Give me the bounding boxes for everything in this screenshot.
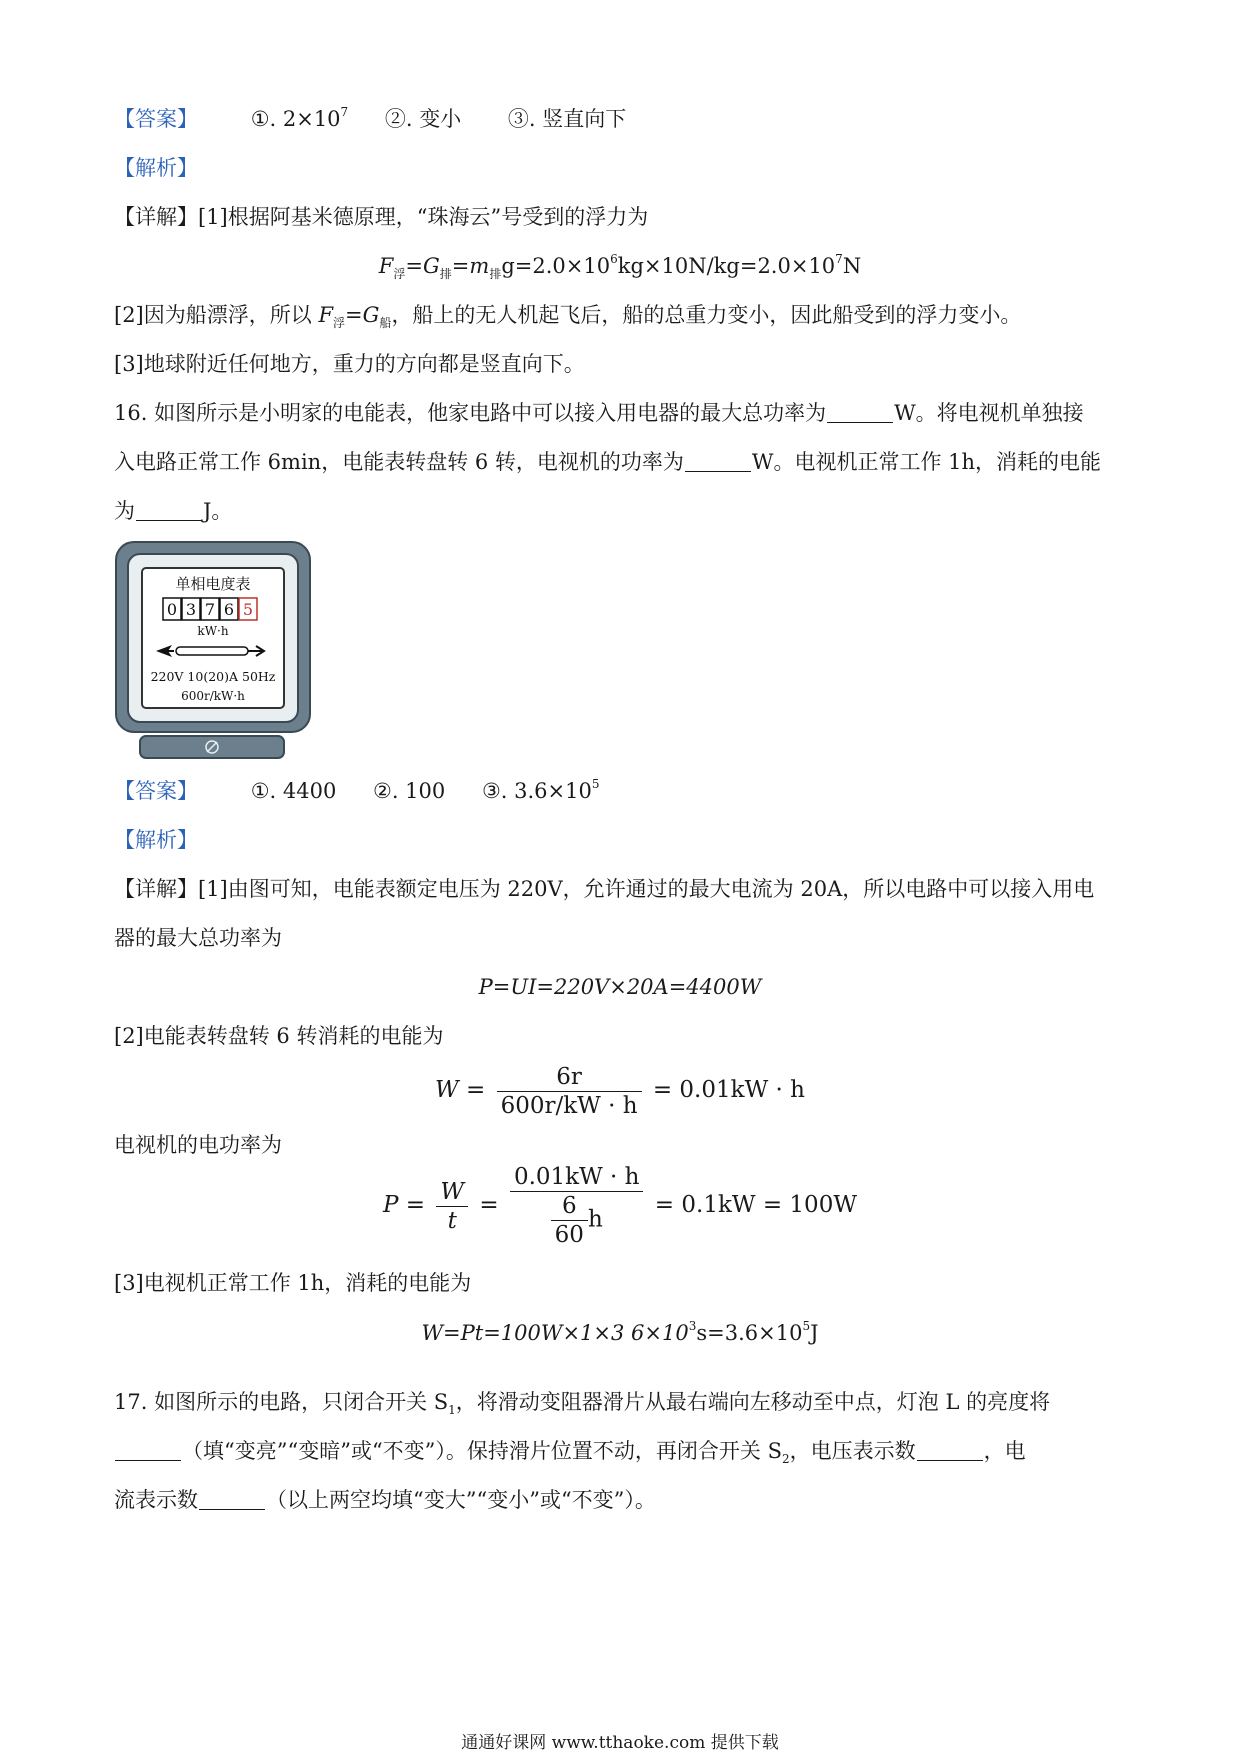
formula-rhs: = 0.01kW · h	[652, 1077, 805, 1103]
formula-text: W=Pt=100W×1×3 6×10	[421, 1321, 689, 1345]
fraction-numerator: 6	[551, 1192, 588, 1221]
fraction-denominator: 600r/kW · h	[500, 1092, 638, 1119]
q15-analysis-line	[114, 153, 1126, 183]
fraction-numerator: W	[436, 1178, 468, 1207]
meter-digit: 0	[166, 600, 178, 619]
answer-blank	[136, 500, 202, 521]
answer-tag: 【答案】	[114, 107, 198, 131]
q15-formula	[0, 251, 1240, 281]
detail-text: [3]电视机正常工作 1h，消耗的电能为	[114, 1271, 472, 1295]
meter-digit: 3	[185, 600, 197, 619]
question-text: 入电路正常工作 6min，电能表转盘转 6 转，电视机的功率为	[114, 450, 684, 474]
meter-title: 单相电度表	[175, 575, 251, 593]
question-text: 16. 如图所示是小明家的电能表，他家电路中可以接入用电器的最大总功率为	[114, 401, 827, 425]
question-text: W。将电视机单独接	[894, 401, 1084, 425]
fraction-numerator: 0.01kW · h	[510, 1163, 644, 1192]
question-text: （填“变亮”“变暗”或“不变”）。保持滑片位置不动，再闭合开关 S	[182, 1439, 782, 1463]
formula-operator: =	[405, 254, 423, 278]
formula-text: s=3.6×10	[696, 1321, 803, 1345]
formula-text: P=UI=220V×20A=4400W	[478, 975, 762, 999]
formula-symbol: G	[362, 303, 380, 327]
inner-fraction	[551, 1192, 588, 1249]
answer-blank	[199, 1489, 265, 1510]
q16-detail-1	[114, 874, 1126, 904]
detail-text: 电视机的电功率为	[114, 1133, 282, 1157]
formula-exponent: 5	[802, 1319, 811, 1333]
q16-answer-line	[114, 776, 1126, 806]
formula-symbol: F	[318, 303, 334, 327]
question-text: J。	[203, 499, 233, 523]
q17-question-line-3	[114, 1485, 1126, 1515]
question-text: 流表示数	[114, 1488, 198, 1512]
answer-3-exponent: 5	[591, 777, 600, 791]
q16-formula-1	[0, 972, 1240, 1002]
fraction	[497, 1063, 642, 1120]
electric-meter-figure	[114, 540, 314, 762]
answer-blank	[917, 1440, 983, 1461]
detail-tag: 【详解】	[114, 877, 198, 901]
formula-exponent: 6	[610, 252, 618, 266]
q16-question-line-2	[114, 447, 1126, 477]
fraction-denominator	[510, 1192, 644, 1249]
detail-tag: 【详解】	[114, 205, 198, 229]
meter-digit: 5	[242, 600, 254, 619]
answer-2: ②. 变小	[384, 107, 462, 131]
formula-text: g=2.0×10	[501, 254, 611, 278]
question-text: ，电	[983, 1439, 1026, 1463]
q16-detail-3	[114, 1268, 1126, 1298]
meter-spec-1: 220V 10(20)A 50Hz	[150, 669, 276, 684]
meter-digit: 7	[204, 600, 216, 619]
formula-subscript: 排	[439, 267, 452, 282]
q15-detail-3	[114, 349, 1126, 379]
formula-subscript: 船	[379, 316, 392, 331]
formula-operator: =	[479, 1192, 499, 1218]
question-text: ，将滑动变阻器滑片从最右端向左移动至中点，灯泡 L 的亮度将	[455, 1390, 1051, 1414]
q16-detail-2	[114, 1021, 1126, 1051]
meter-digit: 6	[223, 600, 235, 619]
q16-question-line-3	[114, 496, 1126, 526]
detail-text: [2]因为船漂浮，所以	[114, 303, 312, 327]
answer-3: ③. 3.6×10	[481, 779, 592, 803]
question-text: 为	[114, 499, 135, 523]
q16-detail-tv	[114, 1130, 1126, 1160]
fraction-denominator: t	[447, 1207, 457, 1234]
q16-formula-2	[0, 1060, 1240, 1120]
detail-text: ，船上的无人机起飞后，船的总重力变小，因此船受到的浮力变小。	[391, 303, 1022, 327]
formula-lhs: W =	[435, 1077, 486, 1103]
question-text: （以上两空均填“变大”“变小”或“不变”）。	[266, 1488, 656, 1512]
subscript: 2	[781, 1452, 790, 1467]
fraction	[510, 1163, 644, 1249]
formula-subscript: 浮	[333, 316, 346, 331]
q16-detail-1b	[114, 923, 1126, 953]
formula-lhs: P =	[383, 1192, 426, 1218]
q16-formula-3	[0, 1163, 1240, 1249]
formula-operator: =	[345, 303, 363, 327]
q16-question-line-1	[114, 398, 1126, 428]
detail-text: [1]由图可知，电能表额定电压为 220V，允许通过的最大电流为 20A，所以电路中可以接入用电	[198, 877, 1095, 901]
q15-answer-line	[114, 104, 1126, 134]
answer-tag: 【答案】	[114, 779, 198, 803]
formula-exponent: 7	[835, 252, 843, 266]
disc-window	[176, 647, 248, 655]
formula-exponent: 3	[688, 1319, 697, 1333]
answer-1: ①. 4400	[250, 779, 337, 803]
answer-1-exponent: 7	[340, 105, 349, 119]
fraction-denominator: 60	[554, 1222, 584, 1248]
fraction	[436, 1178, 468, 1235]
formula-operator: =	[451, 254, 470, 278]
detail-text: [2]电能表转盘转 6 转消耗的电能为	[114, 1024, 444, 1048]
page-footer: 通通好课网 www.tthaoke.com 提供下载	[461, 1733, 779, 1753]
formula-text: N	[842, 254, 862, 278]
q17-question-line-2	[114, 1436, 1126, 1466]
formula-symbol: m	[469, 254, 490, 278]
formula-symbol: G	[423, 254, 440, 278]
analysis-tag: 【解析】	[114, 156, 198, 180]
formula-text: J	[810, 1321, 819, 1345]
formula-text: kg×10N/kg=2.0×10	[617, 254, 836, 278]
analysis-tag: 【解析】	[114, 828, 198, 852]
meter-spec-2: 600r/kW·h	[181, 689, 245, 703]
meter-unit: kW·h	[197, 624, 229, 638]
q17-question-line-1	[114, 1387, 1126, 1417]
question-text: W。电视机正常工作 1h，消耗的电能	[751, 450, 1102, 474]
detail-text: [3]地球附近任何地方，重力的方向都是竖直向下。	[114, 352, 585, 376]
q16-formula-4	[0, 1318, 1240, 1348]
unit: h	[587, 1206, 603, 1233]
answer-2: ②. 100	[373, 779, 446, 803]
q15-detail-1	[114, 202, 1126, 232]
answer-1: ①. 2×10	[250, 107, 341, 131]
formula-symbol: F	[378, 254, 394, 278]
fraction-numerator: 6r	[497, 1063, 642, 1092]
detail-text: [1]根据阿基米德原理，“珠海云”号受到的浮力为	[198, 205, 649, 229]
subscript: 1	[448, 1403, 456, 1418]
answer-blank	[827, 402, 893, 423]
formula-rhs: = 0.1kW = 100W	[654, 1192, 857, 1218]
detail-text: 器的最大总功率为	[114, 926, 282, 950]
question-text: ，电压表示数	[789, 1439, 916, 1463]
answer-blank	[685, 451, 751, 472]
question-text: 17. 如图所示的电路，只闭合开关 S	[114, 1390, 449, 1414]
answer-3: ③. 竖直向下	[507, 107, 627, 131]
meter-digits	[163, 598, 257, 620]
q15-detail-2	[114, 300, 1126, 330]
formula-subscript: 浮	[393, 267, 406, 282]
answer-blank	[115, 1440, 181, 1461]
q16-analysis-line	[114, 825, 1126, 855]
formula-subscript: 排	[489, 267, 502, 282]
